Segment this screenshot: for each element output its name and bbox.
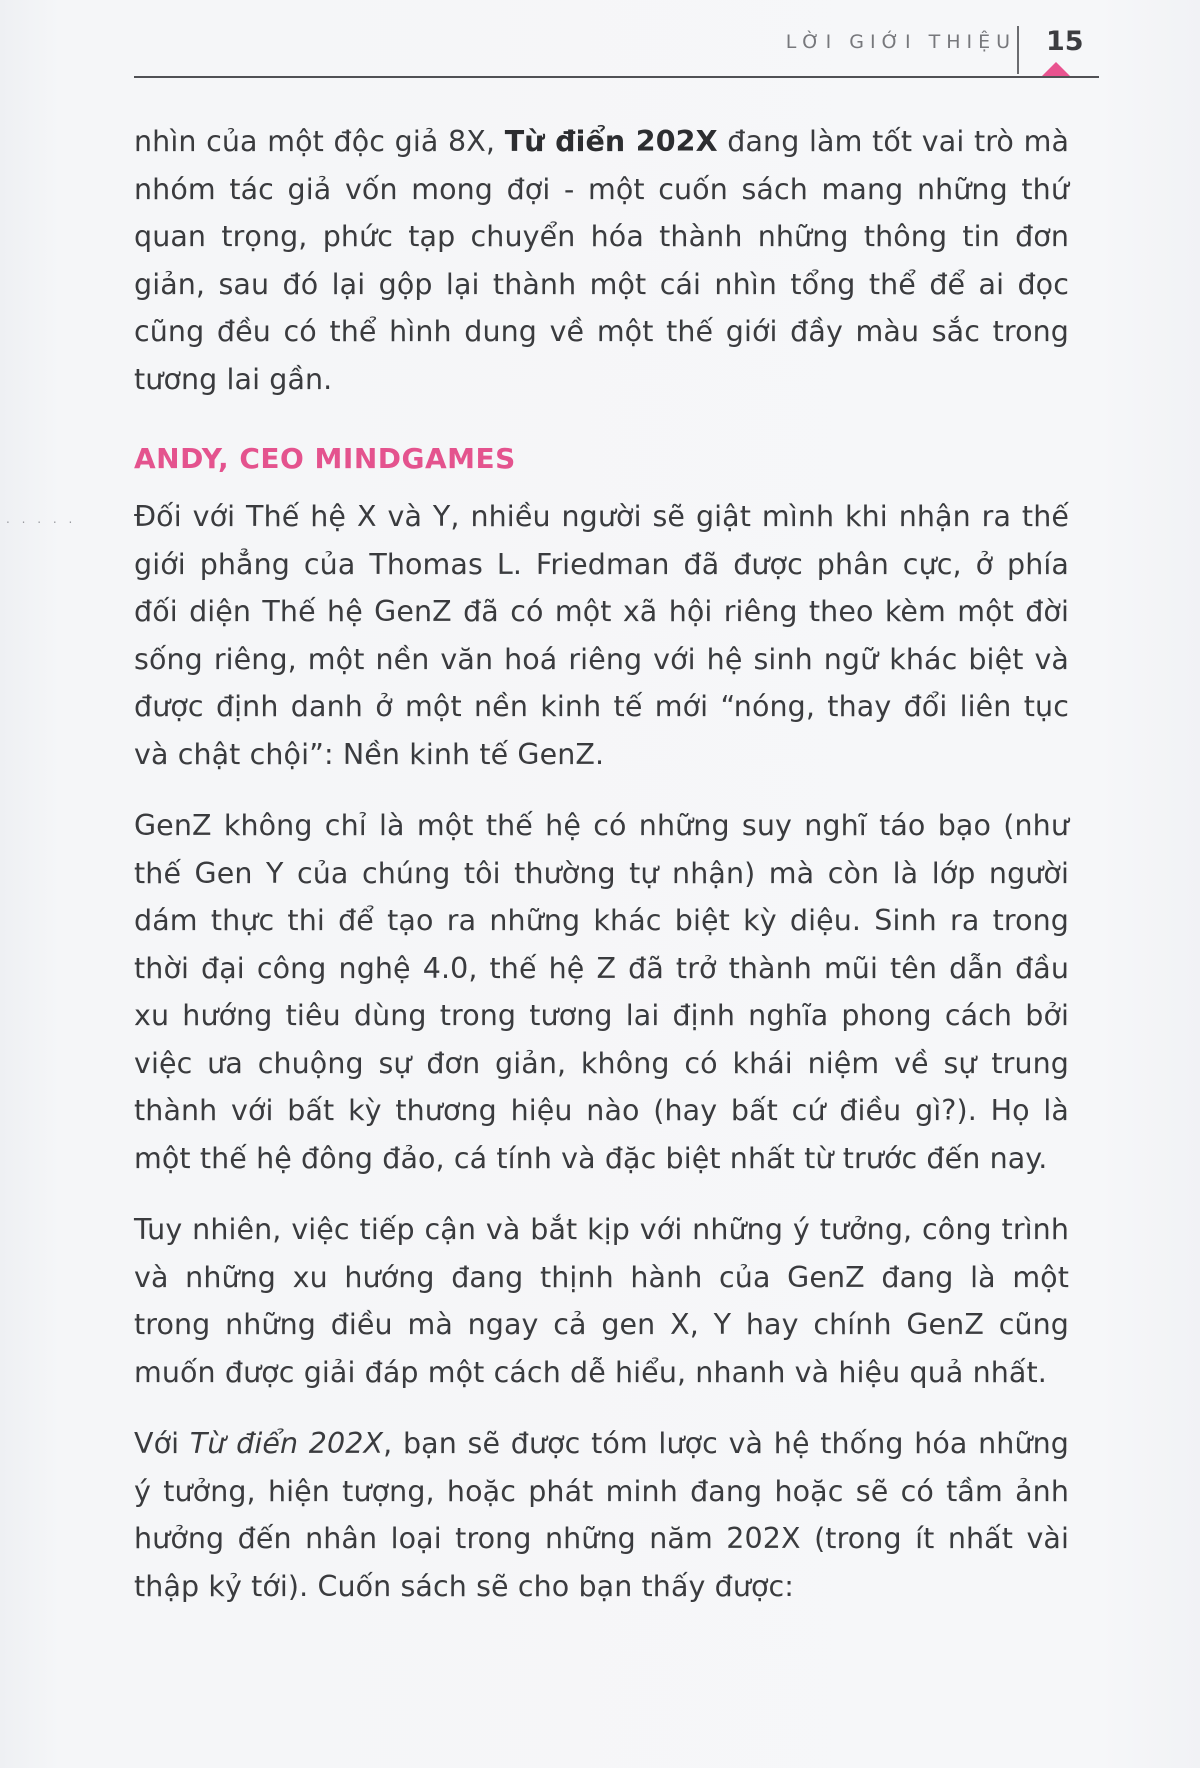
section-heading: ANDY, CEO MINDGAMES xyxy=(134,442,516,475)
book-title-bold: Từ điển 202X xyxy=(504,125,718,158)
page-content xyxy=(134,118,1069,1634)
margin-marks: . . . . . xyxy=(6,512,77,526)
paragraph-3: Tuy nhiên, việc tiếp cận và bắt kịp với những ý tưởng, công trình và những xu hướng đang thịnh hành của GenZ đang là một trong những điều mà ngay cả gen X, Y hay chính GenZ cũng muốn được giải đáp một cách dễ hiểu, nhanh và hiệu quả nhất. xyxy=(134,1213,1069,1389)
header-divider xyxy=(1017,26,1019,74)
page-number: 15 xyxy=(1046,26,1084,57)
paragraph-2: GenZ không chỉ là một thế hệ có những suy nghĩ táo bạo (như thế Gen Y của chúng tôi thường tự nhận) mà còn là lớp người dám thực thi để tạo ra những khác biệt kỳ diệu. Sinh ra trong thời đại công nghệ 4.0, thế hệ Z đã trở thành mũi tên dẫn đầu xu hướng tiêu dùng trong tương lai định nghĩa phong cách bởi việc ưa chuộng sự đơn giản, không có khái niệm về sự trung thành với bất kỳ thương hiệu nào (hay bất cứ điều gì?). Họ là một thế hệ đông đảo, cá tính và đặc biệt nhất từ trước đến nay. xyxy=(134,809,1069,1175)
intro-text-rest: đang làm tốt vai trò mà nhóm tác giả vốn mong đợi - một cuốn sách mang những thứ quan trọng, phức tạp chuyển hóa thành những thông tin đơn giản, sau đó lại gộp lại thành một cái nhìn tổng thể để ai đọc cũng đều có thể hình dung về một thế giới đầy màu sắc trong tương lai gần. xyxy=(134,125,1070,396)
running-title: LỜI GIỚI THIỆU xyxy=(785,31,1016,53)
page-header xyxy=(0,0,1200,90)
paragraph-4-rest: , bạn sẽ được tóm lược và hệ thống hóa những ý tưởng, hiện tượng, hoặc phát minh đang hoặc sẽ có tầm ảnh hưởng đến nhân loại trong những năm 202X (trong ít nhất vài thập kỷ tới). Cuốn sách sẽ cho bạn thấy được: xyxy=(134,1427,1069,1603)
intro-text-start: nhìn của một độc giả 8X, xyxy=(134,125,505,158)
header-rule xyxy=(134,76,1099,78)
paragraph-4 xyxy=(134,1420,1069,1610)
triangle-marker-icon xyxy=(1042,62,1070,76)
paragraph-4-prefix: Với xyxy=(134,1427,190,1460)
book-title-italic: Từ điển 202X xyxy=(189,1427,384,1460)
intro-paragraph xyxy=(134,118,1069,403)
paragraph-1: Đối với Thế hệ X và Y, nhiều người sẽ giật mình khi nhận ra thế giới phẳng của Thomas L. Friedman đã được phân cực, ở phía đối diện Thế hệ GenZ đã có một xã hội riêng theo kèm một đời sống riêng, một nền văn hoá riêng với hệ sinh ngữ khác biệt và được định danh ở một nền kinh tế mới “nóng, thay đổi liên tục và chật chội”: Nền kinh tế GenZ. xyxy=(134,500,1069,771)
